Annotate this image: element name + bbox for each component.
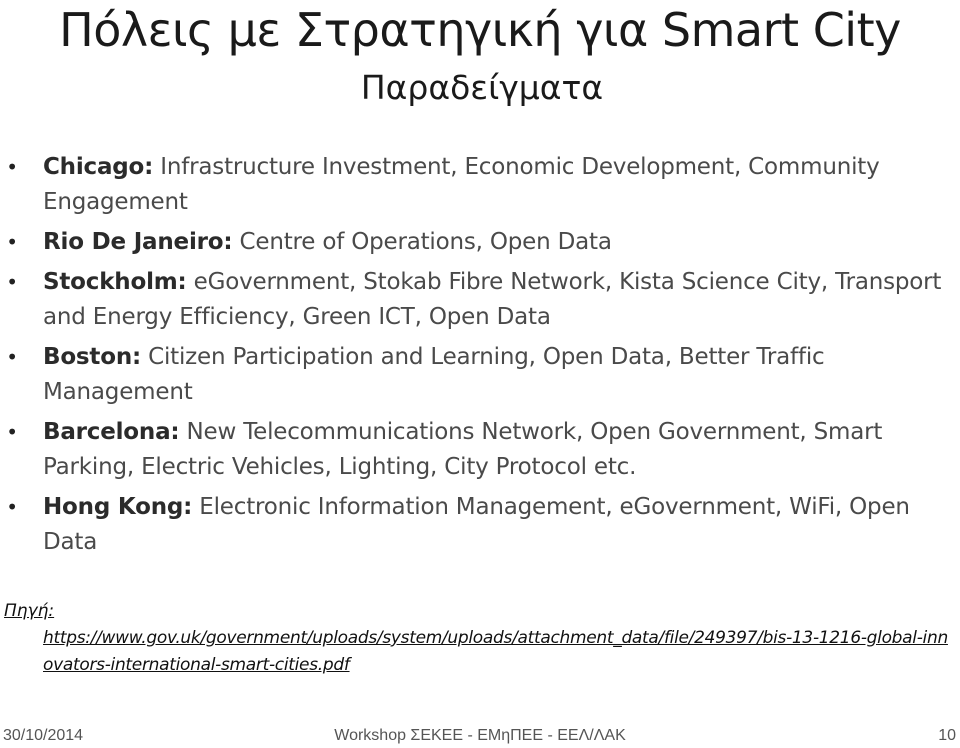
list-item-boston	[0, 340, 960, 410]
slide-number: 10	[938, 727, 956, 744]
city-strategy: New Telecommunications Network, Open Government, Smart Parking, Electric Vehicles, Lighting, City Protocol etc.	[43, 419, 883, 480]
city-strategy-list	[0, 150, 960, 565]
city-strategy: Infrastructure Investment, Economic Development, Community Engagement	[43, 154, 880, 215]
bullet-icon: •	[6, 345, 18, 369]
source-label: Πηγή:	[4, 601, 55, 621]
footer-event-name: Workshop ΣΕΚΕΕ - ΕΜηΠΕΕ - ΕΕΛ/ΛΑΚ	[334, 727, 626, 744]
source-link[interactable]: https://www.gov.uk/government/uploads/system/uploads/attachment_data/file/249397/bis-13-1216-global-innovators-international-smart-cities.pdf	[43, 628, 948, 675]
city-name: Hong Kong:	[43, 494, 193, 520]
list-item-rio-de-janeiro	[0, 225, 960, 260]
city-name: Stockholm:	[43, 269, 187, 295]
city-strategy: eGovernment, Stokab Fibre Network, Kista Science City, Transport and Energy Efficiency, Green ICT, Open Data	[43, 269, 942, 330]
city-strategy: Centre of Operations, Open Data	[239, 229, 612, 255]
list-item-stockholm	[0, 265, 960, 335]
city-name: Chicago:	[43, 154, 154, 180]
city-name: Barcelona:	[43, 419, 180, 445]
city-strategy: Electronic Information Management, eGovernment, WiFi, Open Data	[43, 494, 910, 555]
bullet-icon: •	[6, 155, 18, 179]
slide-title: Πόλεις με Στρατηγική για Smart City	[59, 3, 901, 57]
slide-subtitle-text: Παραδείγματα	[360, 68, 604, 107]
list-item-barcelona	[0, 415, 960, 485]
city-strategy: Citizen Participation and Learning, Open Data, Better Traffic Management	[43, 344, 825, 405]
city-name: Rio De Janeiro:	[43, 229, 233, 255]
list-item-hong-kong	[0, 490, 960, 560]
city-name: Boston:	[43, 344, 141, 370]
slide-subtitle	[0, 68, 960, 108]
footer-date: 30/10/2014	[3, 727, 84, 744]
bullet-icon: •	[6, 420, 18, 444]
source-citation	[4, 598, 956, 679]
bullet-icon: •	[6, 230, 18, 254]
slide-footer	[0, 724, 960, 748]
bullet-icon: •	[6, 270, 18, 294]
list-item-chicago	[0, 150, 960, 220]
bullet-icon: •	[6, 495, 18, 519]
